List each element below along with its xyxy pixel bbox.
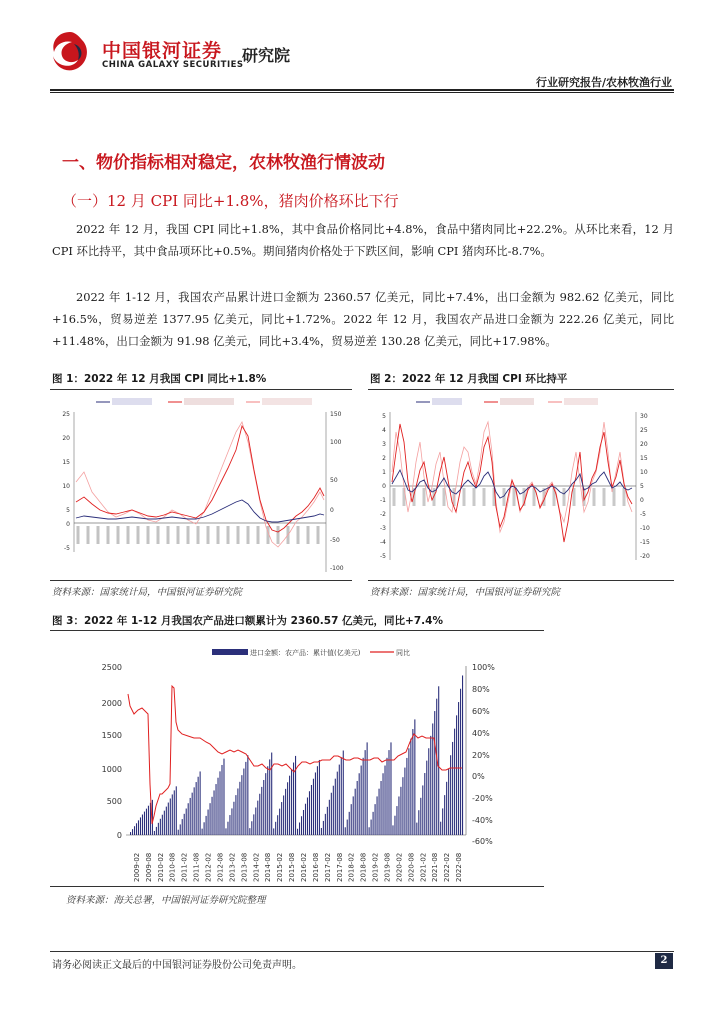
figure3-bar xyxy=(243,769,244,835)
figure3-bar xyxy=(287,782,288,835)
figure3-bar xyxy=(267,766,268,835)
figure3-bar xyxy=(198,777,199,835)
figure3-x-label: 2014-08 xyxy=(264,852,273,882)
figure3-bar xyxy=(212,797,213,835)
figure3-bar xyxy=(168,803,169,835)
figure3-bar xyxy=(414,719,415,835)
figure3-bar xyxy=(388,750,389,835)
figure3-x-label: 2010-08 xyxy=(168,852,177,882)
figure3-bar xyxy=(426,761,427,835)
figure3-top-rule xyxy=(50,630,544,631)
figure3-bar xyxy=(249,828,250,835)
figure3-bar xyxy=(434,711,435,835)
figure3-bar xyxy=(442,808,443,835)
figure3-bar xyxy=(172,794,173,835)
figure3-bar xyxy=(379,789,380,835)
figure3-bar xyxy=(303,810,304,835)
figure3-bar xyxy=(176,786,177,835)
figure3-bar xyxy=(363,758,364,835)
figure3-bar xyxy=(377,796,378,835)
figure3-bar xyxy=(158,823,159,835)
figure3-bar xyxy=(305,804,306,835)
header-rule-thin xyxy=(50,92,674,93)
figure3-bar xyxy=(138,820,139,835)
figure3-right-tick: 0% xyxy=(472,772,485,781)
figure3-legend-line-label: 同比 xyxy=(396,649,410,657)
figure3-bar xyxy=(208,810,209,835)
figure3-x-label: 2015-08 xyxy=(288,852,296,882)
figure3-bar xyxy=(325,814,326,835)
figure3-bar xyxy=(438,686,439,835)
figure2-left-tick: 3 xyxy=(382,441,386,448)
figure3-bar xyxy=(390,742,391,835)
figure3-bar xyxy=(373,812,374,835)
figure1-source: 资料来源：国家统计局，中国银河证券研究院 xyxy=(52,587,243,598)
figure3-bar xyxy=(235,795,236,835)
figure3-bar xyxy=(331,793,332,835)
figure3-bar xyxy=(160,819,161,835)
figure3-bar xyxy=(301,816,302,835)
figure3-title: 图 3：2022 年 1-12 月我国农产品进口额累计为 2360.57 亿美元，同比+7.4% xyxy=(52,615,443,627)
figure3-left-tick: 1000 xyxy=(101,765,122,774)
figure3-bar xyxy=(253,814,254,835)
figure3-bar xyxy=(424,773,425,835)
figure3-bar xyxy=(321,828,322,835)
figure3-bar xyxy=(317,766,318,835)
figure3-bar xyxy=(156,827,157,835)
figure3-bar xyxy=(406,758,407,835)
figure3-bar xyxy=(420,798,421,835)
figure3-bar xyxy=(271,753,272,835)
figure3-bar xyxy=(227,822,228,835)
figure3-x-label: 2009-08 xyxy=(144,852,153,882)
figure1-left-tick: 10 xyxy=(62,483,70,490)
figure3-bar xyxy=(245,762,246,835)
figure3-bar xyxy=(186,809,187,835)
figure3-x-label: 2017-02 xyxy=(323,852,332,882)
figure1-left-tick: -5 xyxy=(64,545,70,552)
figure3-left-tick: 500 xyxy=(106,797,122,806)
figure3-bar xyxy=(188,803,189,835)
figure3-bar xyxy=(394,816,395,835)
figure3-bar xyxy=(204,822,205,835)
figure3-right-tick: 100% xyxy=(472,663,495,672)
figure3-bar xyxy=(386,758,387,835)
figure3-bar xyxy=(277,815,278,835)
figure3-x-label: 2019-02 xyxy=(371,852,380,882)
figure3-bar xyxy=(223,759,224,835)
figure3-bar xyxy=(217,778,218,835)
figure3-bar xyxy=(430,736,431,835)
figure3-bar xyxy=(219,771,220,835)
figure3-bar xyxy=(259,794,260,835)
figure3-bar xyxy=(130,832,131,835)
figure2-right-tick: 5 xyxy=(640,483,644,490)
figure3-bar xyxy=(200,771,201,835)
figure1-right-tick: 150 xyxy=(330,411,342,418)
figure3-bar xyxy=(369,827,370,835)
figure3-bar xyxy=(359,773,360,835)
figure3-x-label: 2018-08 xyxy=(359,852,368,882)
figure3-left-tick: 1500 xyxy=(101,731,122,740)
figure3-bar xyxy=(337,772,338,835)
figure3-bar xyxy=(382,773,383,835)
figure2-right-tick: 30 xyxy=(640,413,648,420)
section-heading: 一、物价指标相对稳定，农林牧渔行情波动 xyxy=(62,153,385,173)
figure3-x-label: 2018-02 xyxy=(347,852,356,882)
figure3-bar xyxy=(144,812,145,835)
figure3-bar xyxy=(134,826,135,835)
figure2-top-rule xyxy=(368,389,674,390)
figure3-x-label: 2017-08 xyxy=(335,852,344,882)
figure3-x-label: 2016-02 xyxy=(300,852,308,882)
figure3-bar xyxy=(178,830,179,835)
figure1-title: 图 1：2022 年 12 月我国 CPI 同比+1.8% xyxy=(52,373,267,385)
figure3-x-label: 2020-02 xyxy=(395,852,404,882)
figure3-bar xyxy=(345,827,346,835)
figure3-bar xyxy=(273,828,274,835)
figure2-left-tick: 1 xyxy=(382,469,386,476)
figure3-bar xyxy=(392,825,393,835)
figure3-bar xyxy=(142,814,143,835)
figure3-bar xyxy=(343,751,344,836)
figure1-right-tick: 50 xyxy=(330,477,338,484)
figure2-right-tick: 20 xyxy=(640,441,648,448)
figure1-chart xyxy=(50,392,352,578)
figure3-bar xyxy=(335,779,336,835)
figure2-bottom-rule xyxy=(368,580,674,581)
figure1-left-tick: 20 xyxy=(62,435,70,442)
figure3-bar xyxy=(381,781,382,835)
figure3-bar xyxy=(136,823,137,835)
figure2-left-tick: 5 xyxy=(382,413,386,420)
figure2-title: 图 2：2022 年 12 月我国 CPI 环比持平 xyxy=(370,373,568,385)
figure2-left-tick: -5 xyxy=(380,553,386,560)
figure3-x-label: 2020-08 xyxy=(407,852,416,882)
figure3-bar xyxy=(315,772,316,835)
figure3-bar xyxy=(333,786,334,835)
figure3-bar xyxy=(255,808,256,835)
figure3-bar xyxy=(311,785,312,835)
figure3-bar xyxy=(307,797,308,835)
brand-name-cn: 中国银河证券 xyxy=(102,40,223,62)
figure2-right-tick: -20 xyxy=(640,553,650,560)
figure3-x-label: 2010-02 xyxy=(156,852,165,882)
figure3-x-label: 2016-08 xyxy=(311,852,320,882)
figure3-bar xyxy=(146,809,147,835)
figure1-left-tick: 5 xyxy=(66,507,70,514)
figure3-bar xyxy=(261,787,262,835)
figure3-legend-bar-swatch xyxy=(212,649,248,655)
figure3-bar xyxy=(132,829,133,835)
figure3-bar xyxy=(398,796,399,835)
figure3-x-label: 2011-02 xyxy=(180,852,189,882)
figure3-bar xyxy=(404,768,405,835)
figure3-bar xyxy=(263,780,264,835)
figure2-left-tick: -4 xyxy=(380,539,386,546)
figure3-bar xyxy=(365,750,366,835)
figure3-bar xyxy=(462,675,463,835)
figure3-bar xyxy=(202,829,203,835)
figure3-x-label: 2014-02 xyxy=(252,852,261,882)
figure3-bar xyxy=(456,715,457,835)
figure3-bar xyxy=(265,773,266,835)
figure3-bar xyxy=(192,793,193,835)
figure3-x-label: 2021-08 xyxy=(431,852,440,882)
figure3-bar xyxy=(154,831,155,835)
figure2-left-tick: 0 xyxy=(382,483,386,490)
figure3-x-label: 2009-02 xyxy=(133,852,141,882)
figure3-bar xyxy=(309,791,310,835)
figure2-right-tick: -5 xyxy=(640,511,646,518)
brand-name-en: CHINA GALAXY SECURITIES xyxy=(102,60,244,70)
figure3-bar xyxy=(281,802,282,835)
figure3-bar xyxy=(293,763,294,836)
figure3-bar xyxy=(446,782,447,835)
figure3-bar xyxy=(341,758,342,835)
figure3-bar xyxy=(148,806,149,835)
figure2-right-tick: 10 xyxy=(640,469,648,476)
footer-rule xyxy=(50,951,674,952)
figure3-bar xyxy=(384,766,385,835)
figure3-bar xyxy=(347,820,348,835)
figure3-bar xyxy=(257,801,258,835)
figure3-bar xyxy=(184,814,185,835)
figure3-x-label: 2022-08 xyxy=(455,852,463,882)
figure3-bar xyxy=(190,798,191,835)
figure3-bar xyxy=(166,807,167,835)
figure3-bar xyxy=(247,755,248,835)
figure3-bar xyxy=(412,729,413,835)
figure3-bar xyxy=(375,804,376,835)
figure3-bar xyxy=(396,806,397,835)
figure3-bar xyxy=(361,766,362,835)
page-number: 2 xyxy=(655,953,673,969)
figure2-chart xyxy=(368,392,674,578)
figure3-bar xyxy=(231,808,232,835)
figure3-bar xyxy=(371,820,372,835)
figure3-bar xyxy=(225,828,226,835)
figure3-chart xyxy=(50,634,544,886)
figure3-bar xyxy=(237,788,238,835)
figure3-bar xyxy=(170,799,171,836)
figure3-bar xyxy=(353,796,354,835)
figure1-right-tick: 0 xyxy=(330,507,334,514)
figure3-bar xyxy=(329,800,330,835)
document-type: 行业研究报告/农林牧渔行业 xyxy=(535,76,672,89)
figure3-bar xyxy=(416,823,417,835)
figure3-bar xyxy=(349,812,350,835)
figure3-x-label: 2011-08 xyxy=(192,852,201,882)
figure3-bar xyxy=(283,795,284,835)
figure3-bar xyxy=(454,729,455,835)
figure1-left-tick: 15 xyxy=(62,459,70,466)
figure3-right-tick: 20% xyxy=(472,751,490,760)
figure3-x-label: 2012-02 xyxy=(204,852,213,882)
figure3-bar xyxy=(452,742,453,835)
footer-disclaimer: 请务必阅读正文最后的中国银河证券股份公司免责声明。 xyxy=(52,960,302,971)
figure3-bar xyxy=(428,748,429,835)
figure3-bars xyxy=(130,675,463,835)
figure1-right-tick: 100 xyxy=(330,439,342,446)
figure3-bar xyxy=(440,822,441,835)
figure3-left-tick: 0 xyxy=(116,831,122,840)
figure1-right-tick: -50 xyxy=(330,537,340,544)
figure3-bar xyxy=(460,689,461,835)
figure3-bar xyxy=(355,789,356,835)
figure1-top-rule xyxy=(50,389,352,390)
figure3-bar xyxy=(351,804,352,835)
figure3-bar xyxy=(327,807,328,835)
figure3-bar xyxy=(402,777,403,835)
figure2-right-tick: 25 xyxy=(640,427,648,434)
figure3-bar xyxy=(432,723,433,835)
figure3-bar xyxy=(313,779,314,835)
figure3-bar xyxy=(367,742,368,835)
figure2-right-tick: 0 xyxy=(640,497,644,504)
figure1-left-tick: 25 xyxy=(62,411,70,418)
figure3-bar xyxy=(408,748,409,835)
paragraph-trade: 2022 年 1-12 月，我国农产品累计进口金额为 2360.57 亿美元，同比+7.4%，出口金额为 982.62 亿美元，同比+16.5%，贸易逆差 1377.95 亿美元，同比+1.72%。2022 年 12 月，我国农产品进口金额为 222.26 亿美元，同比+11.48%，出口金额为 91.98 亿美元，同比+3.4%，贸易逆差 130.28 亿美元，同比+17.98%。 xyxy=(52,290,674,348)
figure3-bar xyxy=(140,817,141,835)
figure3-x-label: 2013-02 xyxy=(228,852,237,882)
figure2-left-tick: -2 xyxy=(380,511,386,518)
figure3-yoy-line xyxy=(128,686,462,824)
figure3-right-tick: 80% xyxy=(472,685,490,694)
figure3-bar xyxy=(323,821,324,835)
figure2-left-tick: -3 xyxy=(380,525,386,532)
figure3-bar xyxy=(251,821,252,835)
header-rule xyxy=(50,89,674,91)
figure3-x-label: 2015-02 xyxy=(276,852,285,882)
figure3-bottom-rule xyxy=(50,886,544,887)
figure2-right-tick: 15 xyxy=(640,455,648,462)
figure3-bar xyxy=(233,802,234,835)
figure3-legend-bar-label: 进口金额：农产品：累计值(亿美元) xyxy=(250,649,361,657)
figure3-bar xyxy=(450,755,451,835)
figure3-source: 资料来源：海关总署，中国银河证券研究院整理 xyxy=(66,895,266,906)
figure3-left-tick: 2000 xyxy=(101,699,122,708)
figure3-right-tick: 60% xyxy=(472,707,490,716)
figure3-bar xyxy=(215,784,216,835)
figure3-bar xyxy=(194,787,195,835)
figure3-bar xyxy=(206,816,207,835)
figure3-bar xyxy=(164,811,165,835)
figure1-right-tick: -100 xyxy=(330,565,344,572)
figure2-right-tick: -10 xyxy=(640,525,650,532)
figure3-bar xyxy=(279,809,280,835)
figure3-bar xyxy=(422,785,423,835)
figure1-left-tick: 0 xyxy=(66,521,70,528)
figure3-bar xyxy=(210,803,211,835)
paragraph-cpi: 2022 年 12 月，我国 CPI 同比+1.8%，其中食品价格同比+4.8%，食品中猪肉同比+22.2%。从环比来看，12 月 CPI 环比持平，其中食品项环比+0.5%。期间猪肉价格处于下跌区间，影响 CPI 猪肉环比-8.7%。 xyxy=(52,222,674,258)
figure3-x-label: 2021-02 xyxy=(419,852,428,882)
figure3-bar xyxy=(400,787,401,835)
figure3-x-label: 2013-08 xyxy=(240,852,249,882)
figure3-bar xyxy=(182,819,183,835)
figure3-bar xyxy=(196,782,197,835)
figure3-bar xyxy=(319,760,320,835)
figure3-x-label: 2012-08 xyxy=(216,852,225,882)
figure3-bar xyxy=(275,822,276,835)
figure3-right-tick: 40% xyxy=(472,729,490,738)
figure3-bar xyxy=(291,769,292,835)
figure2-source: 资料来源：国家统计局，中国银河证券研究院 xyxy=(370,587,561,598)
figure3-bar xyxy=(229,815,230,835)
figure2-right-tick: -15 xyxy=(640,539,650,546)
figure1-bottom-rule xyxy=(50,580,352,581)
figure3-bar xyxy=(357,781,358,835)
figure3-right-tick: -60% xyxy=(472,837,493,846)
figure3-bar xyxy=(444,795,445,835)
figure3-bar xyxy=(448,769,449,835)
figure3-bar xyxy=(285,789,286,835)
figure3-bar xyxy=(410,739,411,835)
figure3-bar xyxy=(299,822,300,835)
figure3-right-tick: -40% xyxy=(472,816,493,825)
galaxy-logo-icon xyxy=(50,30,90,72)
figure2-left-tick: 4 xyxy=(382,427,386,434)
figure3-bar xyxy=(241,775,242,835)
figure3-bar xyxy=(295,756,296,835)
figure2-left-tick: 2 xyxy=(382,455,386,462)
figure3-right-tick: -20% xyxy=(472,794,493,803)
figure3-bar xyxy=(214,790,215,835)
subsection-heading: （一）12 月 CPI 同比+1.8%，猪肉价格环比下行 xyxy=(62,192,399,210)
figure2-left-tick: -1 xyxy=(380,497,386,504)
figure3-bar xyxy=(418,810,419,835)
figure3-bar xyxy=(436,699,437,835)
figure3-bar xyxy=(297,829,298,835)
figure3-x-label: 2019-08 xyxy=(383,852,392,882)
figure3-bar xyxy=(269,759,270,835)
figure3-bar xyxy=(239,782,240,835)
figure3-bar xyxy=(339,765,340,835)
figure3-left-tick: 2500 xyxy=(101,663,122,672)
figure3-bar xyxy=(289,776,290,835)
figure3-bar xyxy=(174,790,175,835)
figure3-bar xyxy=(221,765,222,835)
institute-label: 研究院 xyxy=(242,46,291,65)
figure3-bar xyxy=(162,815,163,835)
figure3-bar xyxy=(458,702,459,835)
figure3-x-label: 2022-02 xyxy=(443,852,452,882)
figure3-bar xyxy=(180,824,181,835)
